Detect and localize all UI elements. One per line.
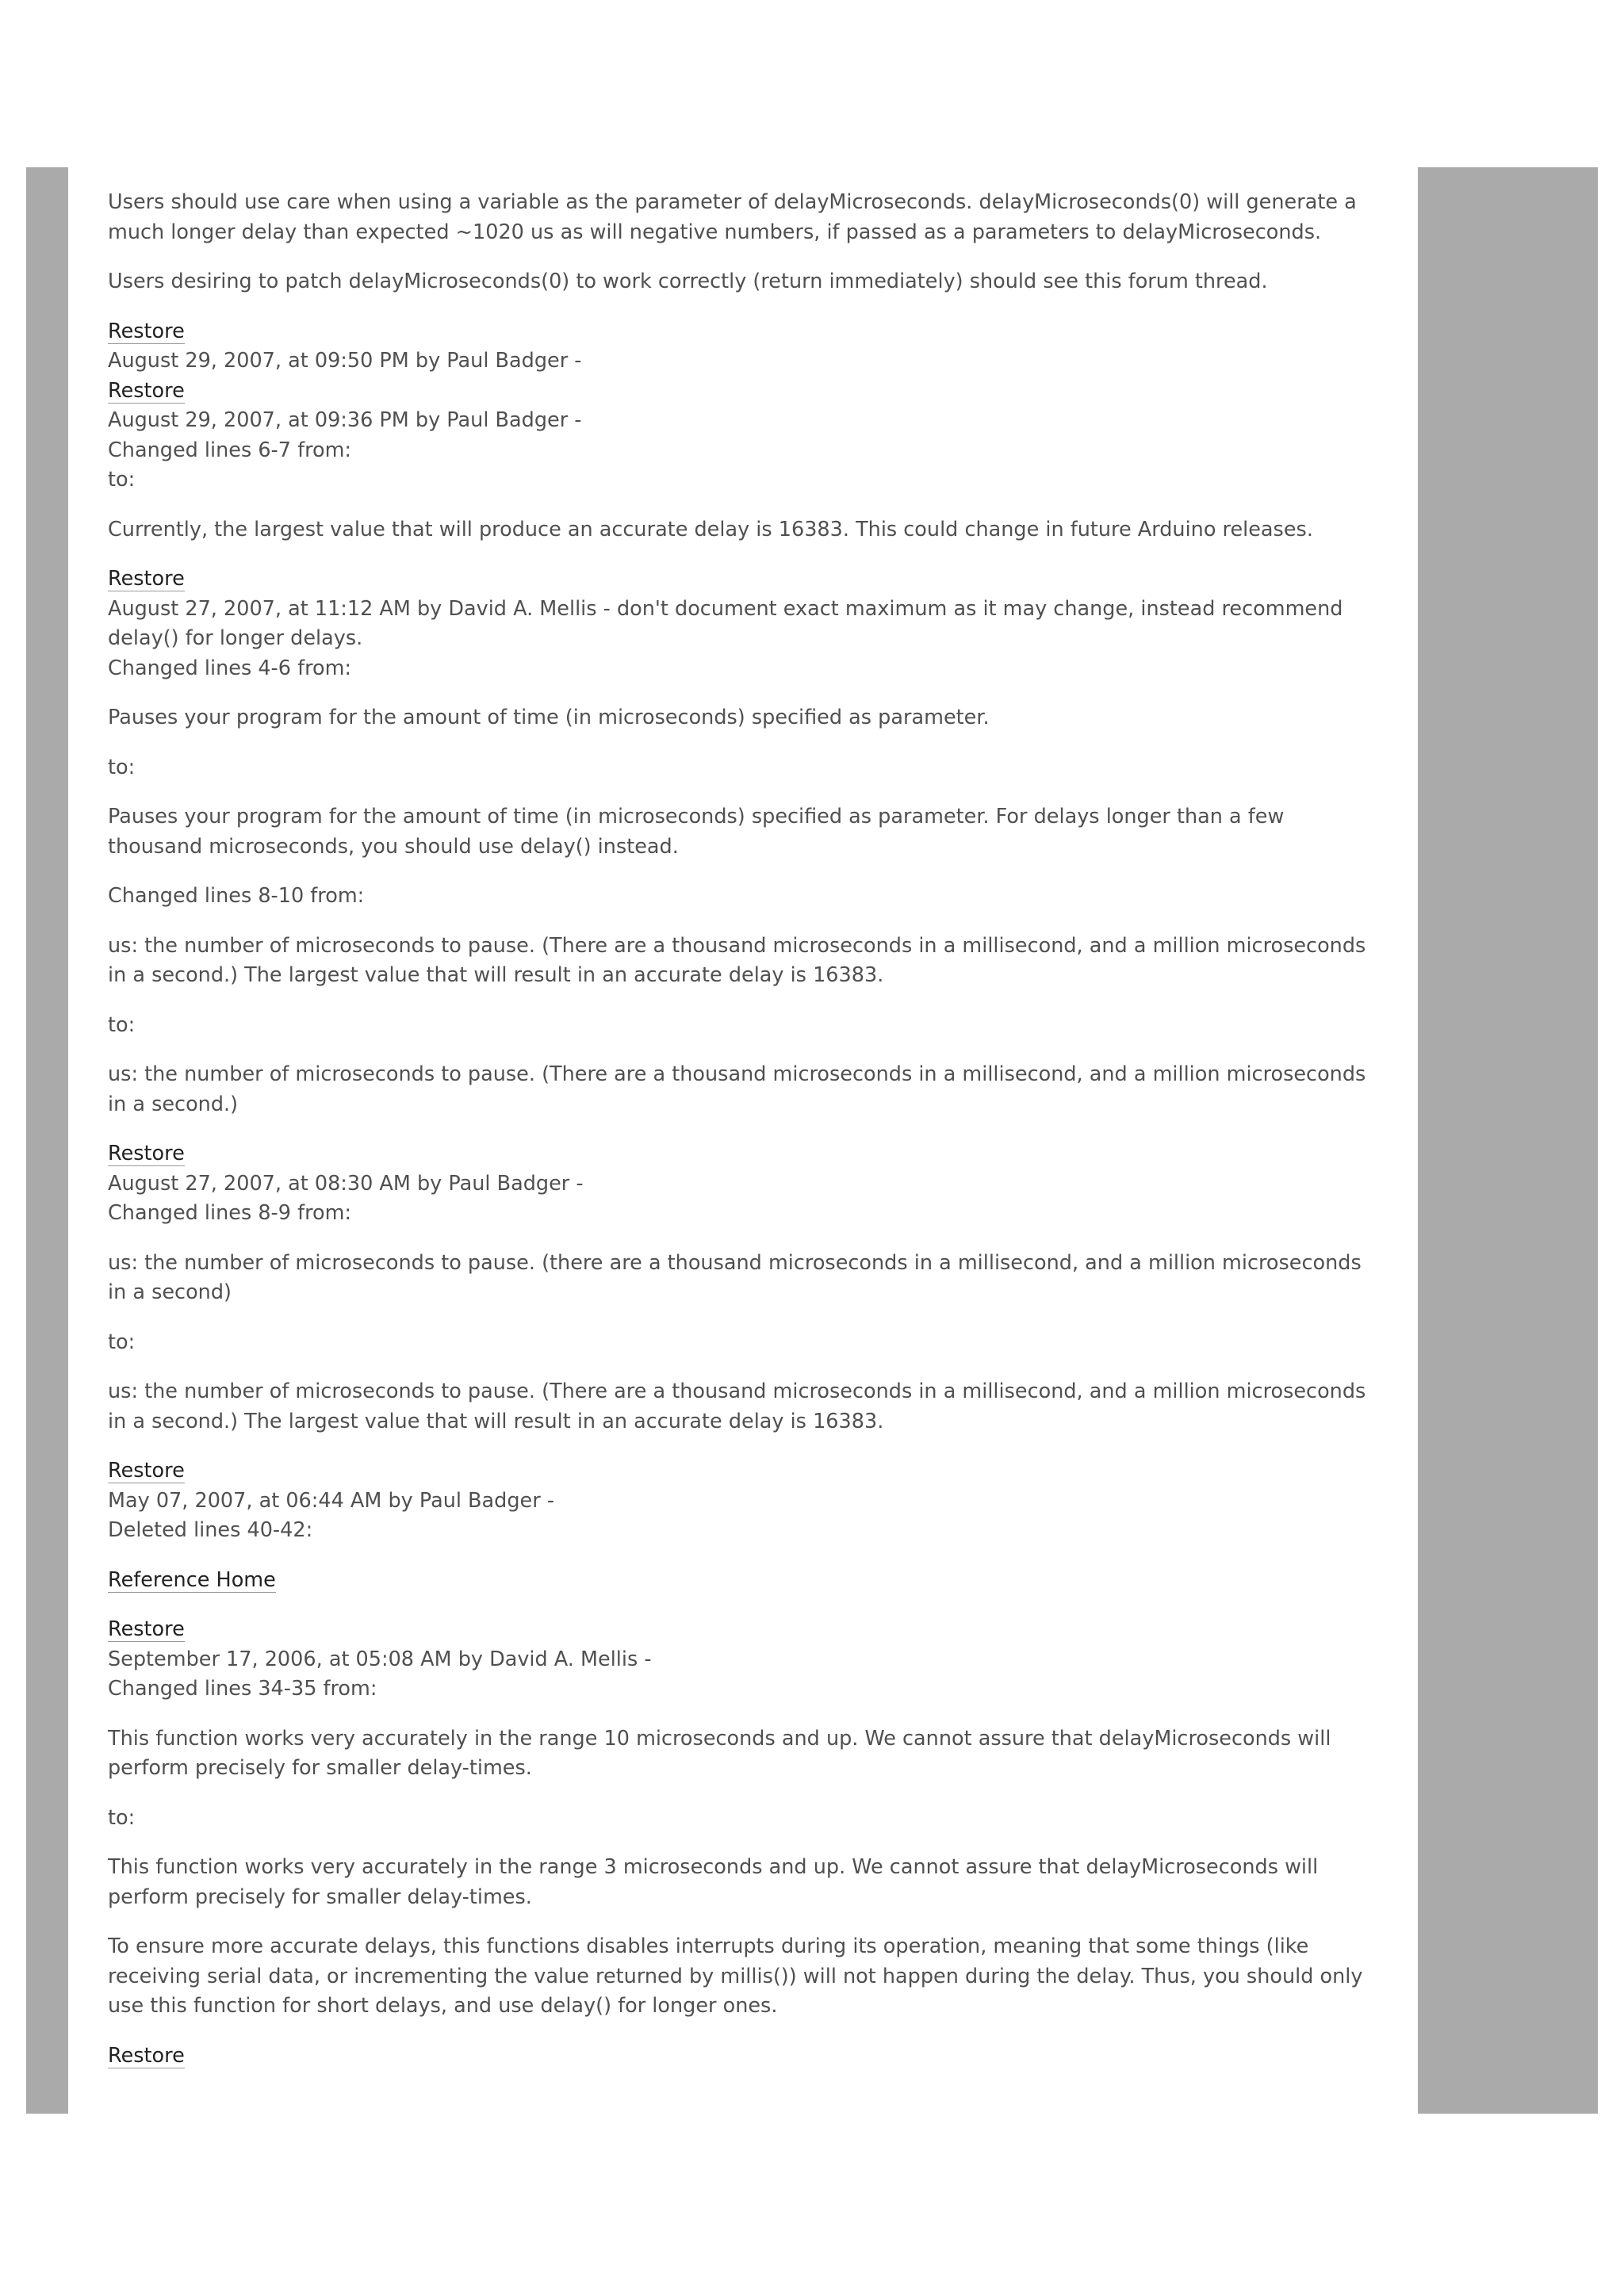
restore-link[interactable]: Restore	[108, 567, 185, 591]
diff-text: us: the number of microseconds to pause. (There are a thousand microseconds in a millisecond, and a million microseconds in a second.) The largest value that will result in an accurate delay is 16383.	[108, 933, 1366, 987]
change-summary: Changed lines 8-10 from:	[108, 884, 365, 908]
revision-meta: August 29, 2007, at 09:50 PM by Paul Badger -	[108, 349, 582, 373]
diff-text: Pauses your program for the amount of time (in microseconds) specified as parameter.	[108, 706, 990, 729]
to-label: to:	[108, 755, 136, 779]
intro-paragraph-2: Users desiring to patch delayMicroseconds(0) to work correctly (return immediately) should see this forum thread.	[108, 270, 1268, 293]
revision-meta: September 17, 2006, at 05:08 AM by David A. Mellis -	[108, 1647, 652, 1671]
revision-meta: August 27, 2007, at 11:12 AM by David A. Mellis - don't document exact maximum as it may change, instead recommend delay() for longer delays.	[108, 596, 1343, 650]
change-summary: Changed lines 6-7 from:	[108, 438, 352, 462]
reference-home-link[interactable]: Reference Home	[108, 1567, 276, 1592]
to-label: to:	[108, 1330, 136, 1354]
intro-paragraph-1: Users should use care when using a variable as the parameter of delayMicroseconds. delayMicroseconds(0) will generate a much longer delay than expected ~1020 us as will negative numbers, if passed as a parameters to delayMicroseconds.	[108, 190, 1357, 244]
to-label: to:	[108, 1012, 136, 1037]
restore-link[interactable]: Restore	[108, 1459, 185, 1483]
change-summary: Changed lines 34-35 from:	[108, 1677, 377, 1701]
restore-link[interactable]: Restore	[108, 2043, 185, 2068]
restore-link[interactable]: Restore	[108, 1142, 185, 1165]
restore-link[interactable]: Restore	[108, 378, 185, 403]
revision-entry-6	[108, 1615, 1378, 1705]
revision-meta: August 27, 2007, at 08:30 AM by Paul Badger -	[108, 1171, 584, 1196]
restore-link[interactable]: Restore	[108, 319, 185, 343]
to-label: to:	[108, 1805, 136, 1830]
diff-text: To ensure more accurate delays, this functions disables interrupts during its operation, meaning that some things (like receiving serial data, or incrementing the value returned by millis()) will not happen during the delay. Thus, you should only use this function for short delays, and use delay() for longer ones.	[108, 1934, 1363, 2018]
change-summary: Deleted lines 40-42:	[108, 1518, 313, 1542]
diff-text: Pauses your program for the amount of time (in microseconds) specified as parameter. For delays longer than a few thousand microseconds, you should use delay() instead.	[108, 805, 1285, 859]
revision-meta: May 07, 2007, at 06:44 AM by Paul Badger -	[108, 1488, 555, 1513]
revision-entry-1	[108, 317, 1378, 496]
change-summary: Changed lines 4-6 from:	[108, 656, 352, 680]
page-frame	[26, 167, 1598, 2114]
revision-meta: August 29, 2007, at 09:36 PM by Paul Badger -	[108, 408, 582, 432]
diff-text: This function works very accurately in the range 3 microseconds and up. We cannot assure that delayMicroseconds will perform precisely for smaller delay-times.	[108, 1855, 1319, 1909]
diff-text: us: the number of microseconds to pause. (There are a thousand microseconds in a millisecond, and a million microseconds in a second.) The largest value that will result in an accurate delay is 16383.	[108, 1380, 1366, 1433]
revision-history-content	[68, 167, 1418, 2114]
to-label: to:	[108, 468, 136, 492]
restore-link[interactable]: Restore	[108, 1617, 185, 1641]
diff-text: us: the number of microseconds to pause. (there are a thousand microseconds in a millisecond, and a million microseconds in a second)	[108, 1250, 1362, 1304]
diff-text: us: the number of microseconds to pause. (There are a thousand microseconds in a millisecond, and a million microseconds in a second.)	[108, 1062, 1366, 1116]
diff-text: Currently, the largest value that will produce an accurate delay is 16383. This could change in future Arduino releases.	[108, 517, 1313, 541]
revision-entry-5	[108, 1456, 1378, 1546]
change-summary: Changed lines 8-9 from:	[108, 1201, 352, 1225]
diff-text: This function works very accurately in the range 10 microseconds and up. We cannot assure that delayMicroseconds will perform precisely for smaller delay-times.	[108, 1726, 1331, 1780]
revision-entry-3	[108, 564, 1378, 683]
revision-entry-4	[108, 1139, 1378, 1229]
